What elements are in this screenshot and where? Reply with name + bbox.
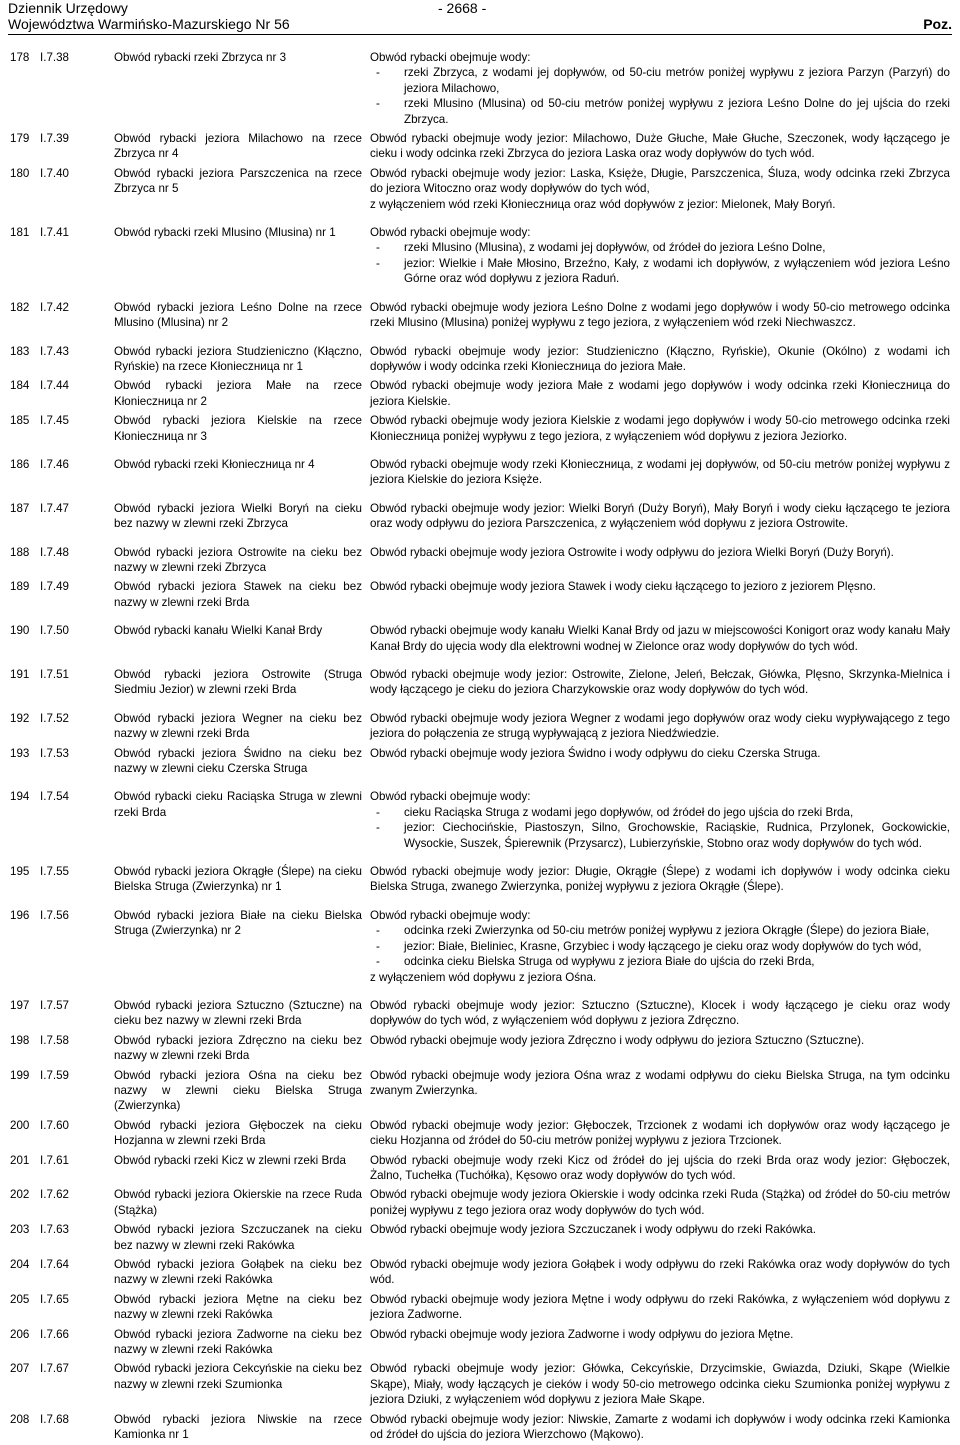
table-row (8, 666, 952, 710)
district-name: Obwód rybacki jeziora Mętne na cieku bez nazwy w zlewni rzeki Rakówka (114, 1292, 362, 1322)
table-row (8, 1360, 952, 1410)
row-reference: I.7.53 (40, 746, 70, 760)
description-lead: Obwód rybacki obejmuje wody jeziora Szczuczanek i wody odpływu do rzeki Rakówka. (370, 1223, 816, 1237)
district-description (368, 1152, 952, 1187)
bullet-text: odcinka rzeki Zwierzynka od 50-ciu metrów poniżej wypływu z jeziora Okrągłe (Ślepe) do jeziora Białe, (404, 924, 930, 938)
row-number: 207 (10, 1362, 30, 1376)
bullet-dash: - (376, 97, 380, 111)
bullet-dash: - (376, 66, 380, 80)
fishing-districts-table (8, 49, 952, 1445)
bullet-text: rzeki Mlusino (Mlusina), z wodami jej dopływów, od źródeł do jeziora Leśno Dolne, (404, 241, 826, 255)
description-lead: Obwód rybacki obejmuje wody rzeki Kłonieczница, z wodami jej dopływów, od 50-ciu metrów poniżej wypływu z jeziora Kielskie do jeziora Księże. (370, 457, 950, 487)
row-number: 190 (10, 624, 30, 638)
description-bullet (370, 65, 950, 96)
row-reference: I.7.49 (40, 580, 70, 594)
bullet-dash: - (376, 241, 380, 255)
row-reference: I.7.57 (40, 998, 70, 1012)
description-bullet (370, 805, 950, 820)
district-name: Obwód rybacki rzeki Zbrzyca nr 3 (114, 51, 287, 64)
row-number: 188 (10, 545, 30, 559)
row-reference: I.7.52 (40, 711, 70, 725)
row-reference: I.7.42 (40, 300, 70, 314)
description-lead: Obwód rybacki obejmuje wody rzeki Kicz od źródeł do jej ujścia do rzeki Brda oraz wody jezior: Głęboczek, Żalno, Tuchełka (Tuchółka), Kęsowo oraz wody dopływów do tych wód. (370, 1153, 950, 1182)
district-name: Obwód rybacki jeziora Milachowo na rzece Zbrzyca nr 4 (114, 132, 362, 161)
district-name: Obwód rybacki jeziora Zdręczno na cieku bez nazwy w zlewni rzeki Brda (114, 1033, 362, 1063)
table-row (8, 1117, 952, 1152)
table-row (8, 788, 952, 863)
row-number: 203 (10, 1223, 30, 1237)
bullet-text: jezior: Wielkie i Małe Młosino, Brzeźno, Kały, z wodami ich dopływów, z wyłączeniem wód jeziora Leśno Górne oraz wód dopływu z jeziora Raduń. (404, 256, 950, 286)
district-name: Obwód rybacki jeziora Ostrowite (Struga Siedmiu Jezior) w zlewni rzeki Brda (114, 668, 362, 697)
description-lead: Obwód rybacki obejmuje wody jezior: Milachowo, Duże Głuche, Małe Głuche, Szeczonek, wody łączącego je cieku i wody odcinka rzeki Zbrzyca do jeziora Laska oraz wody dopływów do tych wód. (370, 132, 950, 161)
district-description (368, 500, 952, 544)
description-lead: Obwód rybacki obejmuje wody jeziora Zadworne i wody odpływu do jeziora Mętne. (370, 1327, 794, 1341)
table-row (8, 1152, 952, 1187)
row-number: 198 (10, 1033, 30, 1047)
row-number: 201 (10, 1153, 30, 1167)
description-lead: Obwód rybacki obejmuje wody jezior: Wielki Boryń (Duży Boryń), Mały Boryń i wody cieku łączącego te jeziora oraz wody odpływu do jeziora Parszczenica, z wyłączeniem wód dopływu z jeziora Ostrowite. (370, 501, 950, 531)
row-number: 193 (10, 746, 30, 760)
district-description (368, 456, 952, 500)
row-reference: I.7.66 (40, 1327, 70, 1341)
bullet-text: rzeki Mlusino (Mlusina) od 50-ciu metrów poniżej wypływu z jeziora Leśno Dolne do jej ujścia do rzeki Zbrzyca. (404, 97, 950, 126)
district-name: Obwód rybacki jeziora Sztuczno (Sztuczne) na cieku bez nazwy w zlewni rzeki Brda (114, 998, 362, 1028)
table-row (8, 1067, 952, 1117)
table-row (8, 710, 952, 745)
table-row (8, 224, 952, 299)
district-description (368, 1117, 952, 1152)
description-lead: Obwód rybacki obejmuje wody jezior: Studzieniczno (Kłączno, Ryńskie), Okunie (Okólno) z wodami ich dopływów i wody odcinka rzeki Kłonieczница do jeziora Małe. (370, 344, 950, 373)
row-reference: I.7.61 (40, 1153, 70, 1167)
table-row (8, 49, 952, 130)
district-description (368, 907, 952, 997)
row-number: 191 (10, 668, 30, 681)
district-name: Obwód rybacki jeziora Ośna na cieku bez nazwy w zlewni cieku Bielska Struga (Zwierzynka) (114, 1068, 362, 1113)
district-description (368, 1067, 952, 1117)
table-row (8, 1032, 952, 1067)
table-row (8, 1291, 952, 1326)
district-name: Obwód rybacki jeziora Małe na rzece Kłonieczница nr 2 (114, 379, 362, 408)
district-description (368, 997, 952, 1032)
row-number: 185 (10, 414, 30, 428)
table-row (8, 997, 952, 1032)
row-number: 192 (10, 711, 30, 725)
table-row (8, 1221, 952, 1256)
row-reference: I.7.45 (40, 414, 70, 428)
district-description (368, 788, 952, 863)
row-number: 179 (10, 132, 30, 146)
district-description (368, 863, 952, 907)
district-description (368, 1256, 952, 1291)
description-lead: Obwód rybacki obejmuje wody jeziora Gołąbek i wody odpływu do rzeki Rakówka oraz wody dopływów do tych wód. (370, 1258, 950, 1287)
district-description (368, 412, 952, 456)
description-bullet (370, 240, 950, 255)
district-description (368, 1186, 952, 1221)
description-lead: Obwód rybacki obejmuje wody jeziora Leśno Dolne z wodami jego dopływów i wody 50-cio metrowego odcinka rzeki Mlusino (Mlusina) poniżej wypływu z tego jeziora, z wyłączeniem wód rzeki Niechwaszcz. (370, 300, 950, 330)
row-reference: I.7.64 (40, 1258, 70, 1271)
row-number: 180 (10, 166, 30, 180)
table-row (8, 622, 952, 666)
description-bullet (370, 256, 950, 287)
bullet-dash: - (376, 924, 380, 938)
row-reference: I.7.51 (40, 668, 70, 681)
description-lead: Obwód rybacki obejmuje wody: (370, 908, 531, 922)
row-number: 186 (10, 457, 30, 471)
row-number: 206 (10, 1327, 30, 1341)
district-name: Obwód rybacki jeziora Okierskie na rzece Ruda (Stążka) (114, 1188, 362, 1217)
row-number: 205 (10, 1292, 30, 1306)
district-description (368, 666, 952, 710)
district-description (368, 578, 952, 622)
table-row (8, 1411, 952, 1445)
description-lead: Obwód rybacki obejmuje wody jeziora Ośna wraz z wodami odpływu do cieku Bielska Struga, na tym odcinku zwanym Zwierzynka. (370, 1068, 950, 1097)
row-reference: I.7.50 (40, 624, 70, 638)
table-row (8, 500, 952, 544)
table-row (8, 745, 952, 789)
district-name: Obwód rybacki jeziora Parszczenica na rzece Zbrzyca nr 5 (114, 166, 362, 196)
row-number: 199 (10, 1068, 30, 1082)
row-reference: I.7.55 (40, 865, 70, 879)
district-description (368, 622, 952, 666)
table-row (8, 907, 952, 997)
district-name: Obwód rybacki rzeki Mlusino (Mlusina) nr 1 (114, 226, 336, 240)
bullet-dash: - (376, 256, 380, 270)
district-description (368, 710, 952, 745)
table-row (8, 299, 952, 343)
description-lead: Obwód rybacki obejmuje wody jeziora Mętne i wody odpływu do rzeki Rakówka, z wyłączeniem wód dopływu z jeziora Zadworne. (370, 1292, 950, 1322)
row-reference: I.7.44 (40, 379, 70, 393)
row-reference: I.7.62 (40, 1188, 70, 1202)
district-name: Obwód rybacki jeziora Kielskie na rzece Kłonieczница nr 3 (114, 414, 362, 443)
table-row (8, 165, 952, 224)
district-name: Obwód rybacki jeziora Wielki Boryń na cieku bez nazwy w zlewni rzeki Zbrzyca (114, 501, 362, 531)
bullet-dash: - (376, 805, 380, 819)
description-bullet (370, 820, 950, 851)
row-number: 197 (10, 998, 30, 1012)
description-lead: Obwód rybacki obejmuje wody jeziora Świdno i wody odpływu do cieku Czerska Struga. (370, 746, 821, 760)
table-row (8, 1186, 952, 1221)
district-description (368, 1221, 952, 1256)
bullet-dash: - (376, 939, 380, 953)
row-reference: I.7.38 (40, 51, 70, 64)
row-number: 182 (10, 300, 30, 314)
district-description (368, 1291, 952, 1326)
description-lead: Obwód rybacki obejmuje wody kanału Wielki Kanał Brdy od jazu w miejscowości Konigort oraz wody kanału Mały Kanał Brdy do ujęcia wody dla elektrowni wodnej w Zielonce oraz wody dopływów do tych wód. (370, 624, 950, 653)
description-lead: Obwód rybacki obejmuje wody jeziora Stawek i wody cieku łączącego to jezioro z jeziorem Plęsno. (370, 580, 876, 594)
description-tail: z wyłączeniem wód rzeki Kłonieczница oraz wód dopływów z jezior: Mielonek, Mały Boryń. (370, 197, 836, 211)
district-name: Obwód rybacki jeziora Głęboczek na cieku Hozjanna w zlewni rzeki Brda (114, 1118, 362, 1148)
row-reference: I.7.65 (40, 1292, 70, 1306)
district-description (368, 343, 952, 378)
district-name: Obwód rybacki jeziora Okrągłe (Ślepe) na cieku Bielska Struga (Zwierzynka) nr 1 (114, 865, 362, 894)
table-row (8, 544, 952, 579)
table-body (8, 49, 952, 1445)
description-lead: Obwód rybacki obejmuje wody jezior: Niwskie, Zamarte z wodami ich dopływów i wody odcinka rzeki Kamionka od źródeł do ujścia do jeziora Wierzchowo (Mąkowo). (370, 1412, 950, 1442)
description-lead: Obwód rybacki obejmuje wody: (370, 790, 531, 804)
district-name: Obwód rybacki cieku Raciąska Struga w zlewni rzeki Brda (114, 790, 362, 819)
district-name: Obwód rybacki jeziora Studzieniczno (Kłączno, Ryńskie) na rzece Kłonieczница nr 1 (114, 344, 362, 373)
description-lead: Obwód rybacki obejmuje wody jezior: Laska, Księże, Długie, Parszczenica, Śluza, wody odcinka rzeki Zbrzyca do jeziora Witoczno oraz wody dopływów do tych wód, (370, 166, 950, 196)
row-reference: I.7.48 (40, 545, 70, 559)
table-row (8, 343, 952, 378)
district-name: Obwód rybacki jeziora Leśno Dolne na rzece Mlusino (Mlusina) nr 2 (114, 300, 362, 330)
district-name: Obwód rybacki jeziora Cekcyńskie na cieku bez nazwy w zlewni rzeki Szumionka (114, 1362, 362, 1391)
row-number: 189 (10, 580, 30, 594)
description-lead: Obwód rybacki obejmuje wody jezior: Sztuczno (Sztuczne), Klocek i wody łączącego je cieku oraz wody dopływów do tych wód, z wyłączeniem wód dopływu z jeziora Zdręczno. (370, 998, 950, 1028)
district-description (368, 745, 952, 789)
bullet-dash: - (376, 821, 380, 835)
description-tail: z wyłączeniem wód dopływu z jeziora Ośna. (370, 970, 597, 984)
table-row (8, 578, 952, 622)
bullet-text: rzeki Zbrzyca, z wodami jej dopływów, od 50-ciu metrów poniżej wypływu z jeziora Parzyn (Parzyń) do jeziora Milachowo, (404, 66, 950, 95)
table-row (8, 377, 952, 412)
description-lead: Obwód rybacki obejmuje wody jezior: Długie, Okrągłe (Ślepe) z wodami ich dopływów i wody odcinka cieku Bielska Struga, zwanego Zwierzynka, poniżej wypływu z jeziora Okrągłe (Ślepe). (370, 865, 950, 894)
description-lead: Obwód rybacki obejmuje wody jeziora Wegner z wodami jego dopływów oraz wody cieku wypływającego z tego jeziora do połączenia ze strugą wypływającą z jeziora Niedźwiedzie. (370, 711, 950, 741)
bullet-text: odcinka cieku Bielska Struga od wypływu z jeziora Białe do ujścia do rzeki Brda, (404, 955, 815, 969)
district-name: Obwód rybacki kanału Wielki Kanał Brdy (114, 624, 323, 638)
row-number: 200 (10, 1118, 30, 1132)
description-lead: Obwód rybacki obejmuje wody: (370, 226, 531, 240)
district-name: Obwód rybacki jeziora Wegner na cieku bez nazwy w zlewni rzeki Brda (114, 711, 362, 741)
row-number: 204 (10, 1258, 30, 1271)
district-description (368, 544, 952, 579)
row-reference: I.7.68 (40, 1412, 70, 1426)
row-reference: I.7.56 (40, 908, 70, 922)
district-description (368, 130, 952, 165)
district-description (368, 1360, 952, 1410)
district-description (368, 224, 952, 299)
table-row (8, 863, 952, 907)
district-name: Obwód rybacki jeziora Szczuczanek na cieku bez nazwy w zlewni rzeki Rakówka (114, 1223, 362, 1252)
page-number: - 2668 - (438, 0, 487, 16)
description-bullet (370, 96, 950, 127)
row-number: 208 (10, 1412, 30, 1426)
description-lead: Obwód rybacki obejmuje wody: (370, 51, 531, 64)
description-bullet (370, 954, 950, 969)
district-name: Obwód rybacki jeziora Świdno na cieku bez nazwy w zlewni cieku Czerska Struga (114, 746, 362, 776)
description-lead: Obwód rybacki obejmuje wody jeziora Zdręczno i wody odpływu do jeziora Sztuczno (Sztuczne). (370, 1033, 865, 1047)
table-row (8, 1326, 952, 1361)
district-name: Obwód rybacki jeziora Białe na cieku Bielska Struga (Zwierzynka) nr 2 (114, 908, 362, 938)
bullet-text: jezior: Białe, Bieliniec, Krasne, Grzybiec i wody łączącego je cieku oraz wody dopływów do tych wód, (404, 939, 922, 953)
position-label: Poz. (923, 16, 952, 32)
header-rule (8, 34, 952, 35)
district-name: Obwód rybacki jeziora Stawek na cieku bez nazwy w zlewni rzeki Brda (114, 580, 362, 609)
district-description (368, 1326, 952, 1361)
journal-title: Dziennik Urzędowy (8, 0, 128, 16)
district-name: Obwód rybacki rzeki Kicz w zlewni rzeki Brda (114, 1153, 346, 1167)
row-reference: I.7.67 (40, 1362, 70, 1376)
district-name: Obwód rybacki jeziora Gołąbek na cieku bez nazwy w zlewni rzeki Rakówka (114, 1258, 362, 1287)
row-number: 184 (10, 379, 30, 393)
district-description (368, 165, 952, 224)
row-reference: I.7.63 (40, 1223, 70, 1237)
district-name: Obwód rybacki jeziora Ostrowite na cieku bez nazwy w zlewni rzeki Zbrzyca (114, 545, 362, 574)
district-name: Obwód rybacki rzeki Kłonieczница nr 4 (114, 457, 315, 471)
bullet-text: cieku Raciąska Struga z wodami jego dopływów, od źródeł do jego ujścia do rzeki Brda, (404, 805, 854, 819)
table-row (8, 1256, 952, 1291)
row-number: 195 (10, 865, 30, 879)
row-reference: I.7.39 (40, 132, 70, 146)
description-lead: Obwód rybacki obejmuje wody jezior: Głęboczek, Trzcionek z wodami ich dopływów oraz wody łączącego je cieku Hozjanna od źródeł do 50-ciu metrów poniżej wypływu z jeziora Trzcionek. (370, 1118, 950, 1148)
row-reference: I.7.59 (40, 1068, 70, 1082)
table-row (8, 130, 952, 165)
row-reference: I.7.43 (40, 344, 70, 358)
page-header (8, 0, 952, 38)
row-reference: I.7.40 (40, 166, 70, 180)
district-description (368, 1032, 952, 1067)
description-lead: Obwód rybacki obejmuje wody jeziora Okierskie i wody odcinka rzeki Ruda (Stążka) od źródeł do 50-ciu metrów poniżej wypływu z tego jeziora oraz wody dopływów do tych wód. (370, 1188, 950, 1217)
district-name: Obwód rybacki jeziora Niwskie na rzece Kamionka nr 1 (114, 1412, 362, 1442)
row-reference: I.7.47 (40, 501, 70, 515)
row-number: 183 (10, 344, 30, 358)
description-lead: Obwód rybacki obejmuje wody jeziora Małe z wodami jego dopływów i wody odcinka rzeki Kłonieczница do jeziora Kielskie. (370, 379, 950, 408)
province-title: Województwa Warmińsko-Mazurskiego Nr 56 (8, 16, 290, 32)
row-number: 181 (10, 226, 30, 240)
description-bullet (370, 939, 950, 954)
row-number: 196 (10, 908, 30, 922)
row-number: 187 (10, 501, 30, 515)
district-description (368, 49, 952, 130)
row-reference: I.7.54 (40, 790, 70, 804)
table-row (8, 456, 952, 500)
bullet-dash: - (376, 955, 380, 969)
row-reference: I.7.58 (40, 1033, 70, 1047)
description-lead: Obwód rybacki obejmuje wody jeziora Kielskie z wodami jego dopływów i wody 50-cio metrowego odcinka rzeki Kłonieczница poniżej wypływu z tego jeziora, z wyłączeniem wód dopływu z jeziora Jeziorko. (370, 414, 950, 443)
row-reference: I.7.60 (40, 1118, 70, 1132)
district-description (368, 299, 952, 343)
district-description (368, 377, 952, 412)
row-reference: I.7.41 (40, 226, 70, 240)
description-lead: Obwód rybacki obejmuje wody jeziora Ostrowite i wody odpływu do jeziora Wielki Boryń (Duży Boryń). (370, 545, 894, 559)
district-name: Obwód rybacki jeziora Zadworne na cieku bez nazwy w zlewni rzeki Rakówka (114, 1327, 362, 1357)
table-row (8, 412, 952, 456)
description-bullet (370, 923, 950, 938)
row-number: 178 (10, 51, 30, 64)
bullet-text: jezior: Ciechocińskie, Piastoszyn, Silno, Grochowskie, Raciąskie, Rudnica, Przylonek, Gockowickie, Wysockie, Suszek, Śpierewnik (Przysarcz), Lubierzyńskie, Stobno oraz wody dopływów do tych wód. (404, 821, 950, 850)
row-number: 202 (10, 1188, 30, 1202)
district-description (368, 1411, 952, 1445)
description-lead: Obwód rybacki obejmuje wody jezior: Ostrowite, Zielone, Jeleń, Bełczak, Główka, Plęsno, Skrzynka-Mielnica i wody łączącego je cieku do jeziora Charzykowskie oraz wody dopływów do tych wód. (370, 668, 950, 697)
description-lead: Obwód rybacki obejmuje wody jezior: Główka, Cekcyńskie, Drzycimskie, Gwiazda, Dziuki, Skąpe (Wielkie Skąpe), Miały, wody łączących je cieków i wody 50-cio metrowego odcinka cieku Szumionka poniżej wypływu z jeziora Dziuki, z wyłączeniem wód dopływu z jeziora Małe Skąpe. (370, 1362, 950, 1407)
row-number: 194 (10, 790, 30, 804)
row-reference: I.7.46 (40, 457, 70, 471)
